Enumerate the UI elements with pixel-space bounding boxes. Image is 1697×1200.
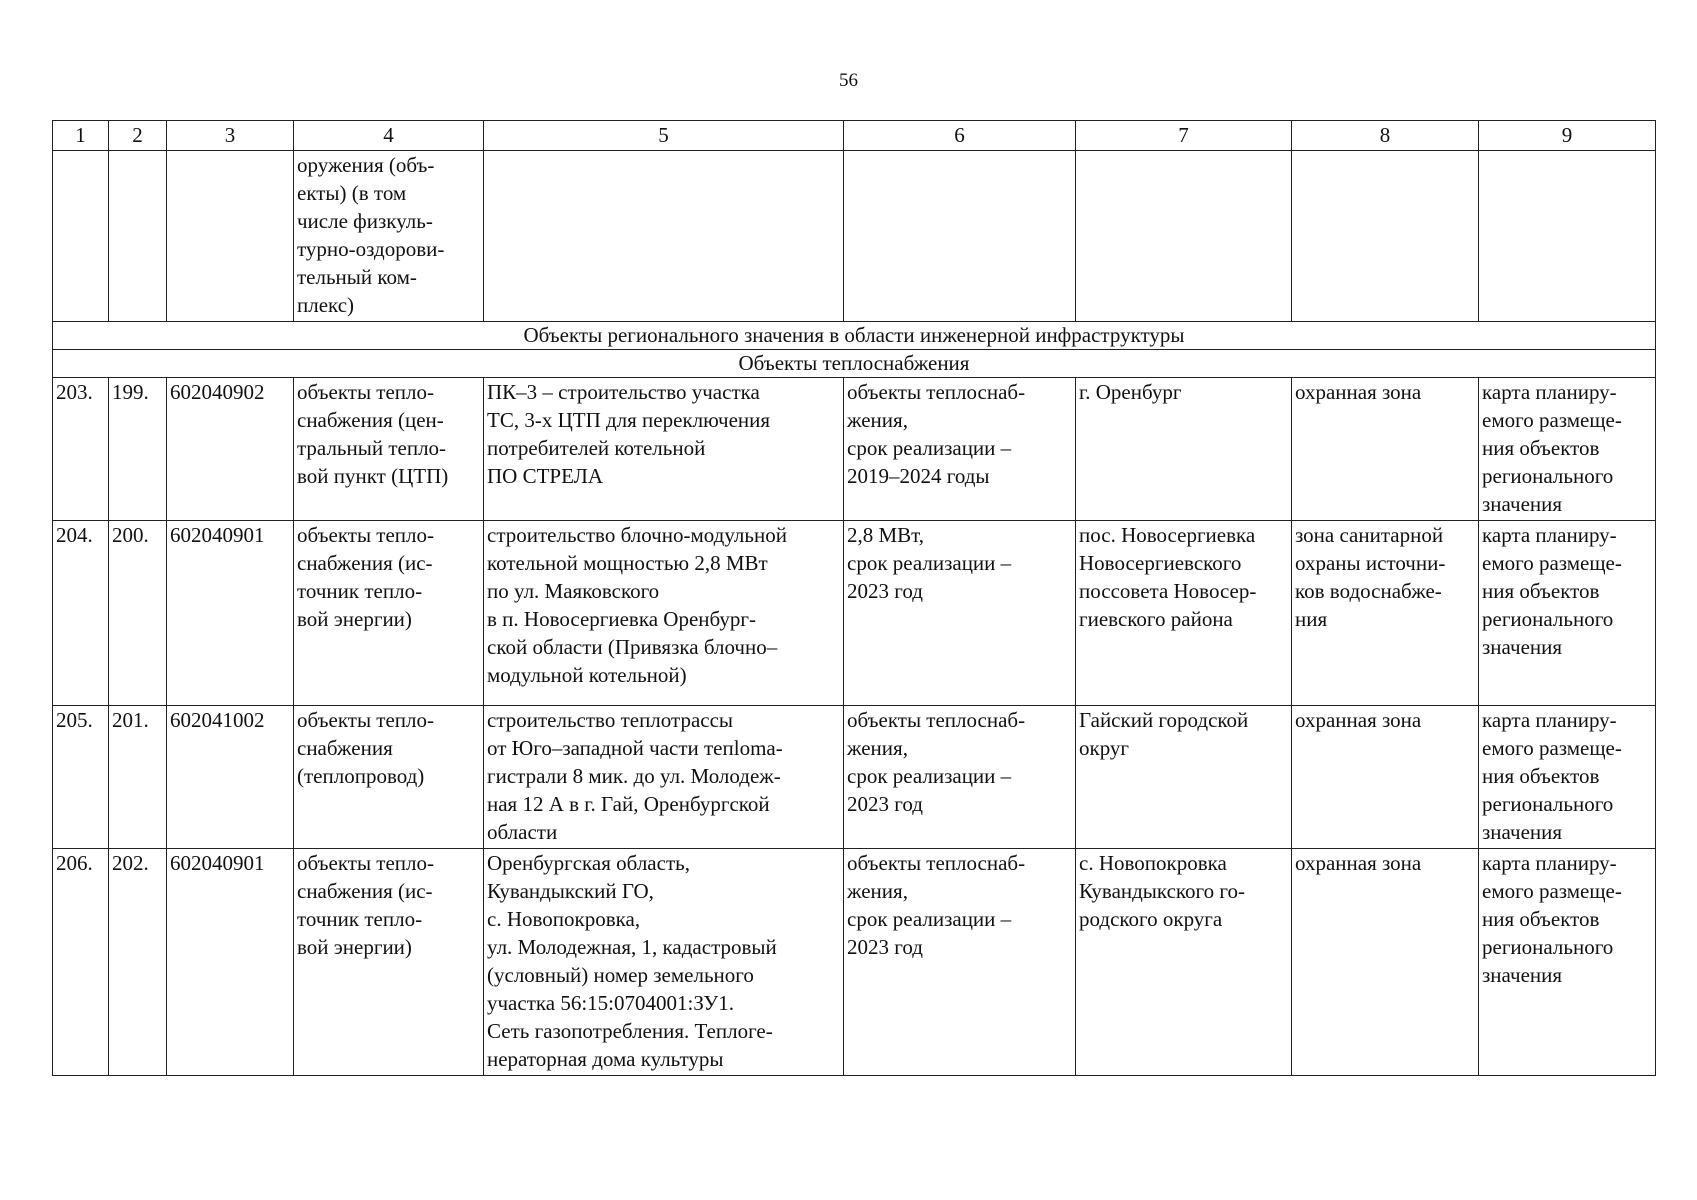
row-number: 206. (53, 849, 109, 1076)
section-title: Объекты теплоснабжения (53, 350, 1656, 378)
table-cell (1479, 151, 1656, 322)
object-description: строительство теплотрассы от Юго–западной части тепloma- гистрали 8 мик. до ул. Молодеж- ная 12 А в г. Гай, Оренбургской области (484, 706, 844, 849)
table-cell (1292, 151, 1479, 322)
object-type: объекты тепло- снабжения (теплопровод) (294, 706, 484, 849)
object-map: карта планиру- емого размеще- ния объектов регионального значения (1479, 378, 1656, 521)
table-cell (53, 151, 109, 322)
object-type: объекты тепло- снабжения (цен- тральный тепло- вой пункт (ЦТП) (294, 378, 484, 521)
column-header: 8 (1292, 121, 1479, 151)
object-location: пос. Новосергиевка Новосергиевского поссовета Новосер- гиевского района (1076, 521, 1292, 706)
column-header: 4 (294, 121, 484, 151)
object-location: г. Оренбург (1076, 378, 1292, 521)
object-parameters: 2,8 МВт, срок реализации – 2023 год (844, 521, 1076, 706)
column-header: 5 (484, 121, 844, 151)
object-description: строительство блочно-модульной котельной мощностью 2,8 МВт по ул. Маяковского в п. Новосергиевка Оренбург- ской области (Привязка блочно– модульной котельной) (484, 521, 844, 706)
object-location: с. Новопокровка Кувандыкского го- родского округа (1076, 849, 1292, 1076)
object-type: объекты тепло- снабжения (ис- точник тепло- вой энергии) (294, 521, 484, 706)
section-row (53, 350, 1656, 378)
table-row (53, 849, 1656, 1076)
row-subnumber: 202. (109, 849, 167, 1076)
object-parameters: объекты теплоснаб- жения, срок реализации – 2023 год (844, 706, 1076, 849)
object-description: ПК–3 – строительство участка ТС, 3-х ЦТП для переключения потребителей котельной ПО СТРЕЛА (484, 378, 844, 521)
table-row (53, 706, 1656, 849)
page-number: 56 (839, 70, 858, 91)
column-header: 3 (167, 121, 294, 151)
object-code: 602040901 (167, 849, 294, 1076)
section-title: Объекты регионального значения в области инженерной инфраструктуры (53, 322, 1656, 350)
row-number: 204. (53, 521, 109, 706)
object-parameters: объекты теплоснаб- жения, срок реализации – 2023 год (844, 849, 1076, 1076)
object-parameters: объекты теплоснаб- жения, срок реализации – 2019–2024 годы (844, 378, 1076, 521)
table-row (53, 378, 1656, 521)
table-cell: оружения (объ- екты) (в том числе физкуль- турно-оздорови- тельный ком- плекс) (294, 151, 484, 322)
table-cell (167, 151, 294, 322)
object-map: карта планиру- емого размеще- ния объектов регионального значения (1479, 849, 1656, 1076)
table-cell (484, 151, 844, 322)
row-subnumber: 199. (109, 378, 167, 521)
table-cell (1076, 151, 1292, 322)
column-header-row (53, 121, 1656, 151)
object-code: 602040902 (167, 378, 294, 521)
object-map: карта планиру- емого размеще- ния объектов регионального значения (1479, 706, 1656, 849)
column-header: 7 (1076, 121, 1292, 151)
table-cell (844, 151, 1076, 322)
object-location: Гайский городской округ (1076, 706, 1292, 849)
object-code: 602040901 (167, 521, 294, 706)
row-subnumber: 200. (109, 521, 167, 706)
section-row (53, 322, 1656, 350)
objects-table (52, 120, 1656, 1076)
object-description: Оренбургская область, Кувандыкский ГО, с. Новопокровка, ул. Молодежная, 1, кадастровый (условный) номер земельного участка 56:15:0704001:ЗУ1. Сеть газопотребления. Теплоге- нераторная дома культуры (484, 849, 844, 1076)
object-map: карта планиру- емого размеще- ния объектов регионального значения (1479, 521, 1656, 706)
table-row (53, 521, 1656, 706)
table-row (53, 151, 1656, 322)
row-number: 203. (53, 378, 109, 521)
object-zone: охранная зона (1292, 706, 1479, 849)
object-type: объекты тепло- снабжения (ис- точник тепло- вой энергии) (294, 849, 484, 1076)
row-subnumber: 201. (109, 706, 167, 849)
object-zone: зона санитарной охраны источни- ков водоснабже- ния (1292, 521, 1479, 706)
column-header: 2 (109, 121, 167, 151)
column-header: 1 (53, 121, 109, 151)
object-zone: охранная зона (1292, 378, 1479, 521)
object-code: 602041002 (167, 706, 294, 849)
object-zone: охранная зона (1292, 849, 1479, 1076)
column-header: 6 (844, 121, 1076, 151)
table-cell (109, 151, 167, 322)
column-header: 9 (1479, 121, 1656, 151)
row-number: 205. (53, 706, 109, 849)
